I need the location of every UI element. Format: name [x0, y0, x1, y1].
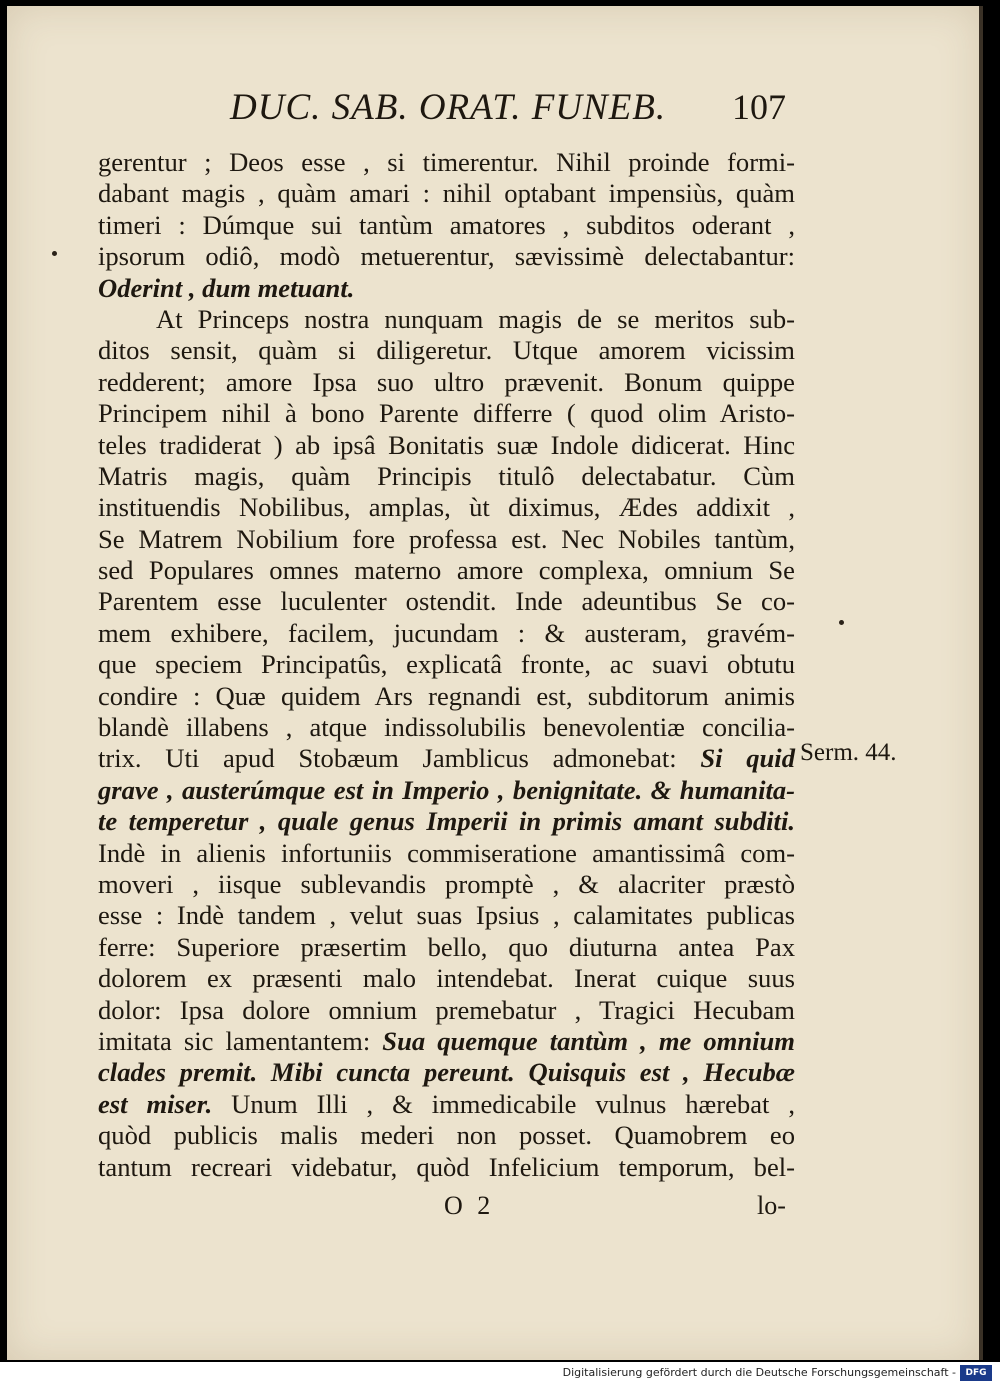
text-line [98, 555, 795, 586]
text-segment: Matris magis, quàm Principis titulô delectabatur. Cùm [98, 460, 795, 491]
text-line [98, 210, 795, 241]
italic-quotation: Si quid [700, 743, 795, 774]
text-segment: timeri : Dúmque sui tantùm amatores , subditos oderant , [98, 209, 795, 240]
text-segment: mem exhibere, facilem, jucundam : & austeram, gravém- [98, 617, 795, 648]
text-segment: condire : Quæ quidem Ars regnandi est, subditorum animis [98, 680, 795, 711]
text-segment: trix. Uti apud Stobæum Jamblicus admonebat: [98, 743, 701, 774]
text-line [98, 524, 795, 555]
text-segment: Se Matrem Nobilium fore professa est. Nec Nobiles tantùm, [98, 523, 795, 554]
text-segment: dolorem ex præsenti malo intendebat. Inerat cuique suus [98, 963, 795, 994]
text-line [98, 178, 795, 209]
text-line [98, 869, 795, 900]
text-line [98, 995, 795, 1026]
text-segment: instituendis Nobilibus, amplas, ùt diximus, Ædes addixit , [98, 492, 795, 523]
text-segment: blandè illabens , atque indissolubilis benevolentiæ concilia- [98, 712, 795, 743]
text-line [98, 1057, 795, 1088]
text-segment: ditos sensit, quàm si diligeretur. Utque amorem vicissim [98, 335, 795, 366]
italic-quotation: grave , austerúmque est in Imperio , benignitate. & humanita- [98, 774, 795, 805]
text-line [98, 1120, 795, 1151]
text-segment: Principem nihil à bono Parente differre ( quod olim Aristo- [98, 398, 795, 429]
text-segment: teles tradiderat ) ab ipsâ Bonitatis suæ Indole didicerat. Hinc [98, 429, 795, 460]
text-line [98, 838, 795, 869]
text-segment: Unum Illi , & immedicabile vulnus hærebat , [212, 1088, 795, 1119]
text-segment: Parentem esse luculenter ostendit. Inde adeuntibus Se co- [98, 586, 795, 617]
text-segment: At Princeps nostra nunquam magis de se meritos sub- [156, 303, 795, 334]
text-segment: dolor: Ipsa dolore omnium premebatur , Tragici Hecubam [98, 994, 795, 1025]
text-line [98, 335, 795, 366]
text-line [98, 712, 795, 743]
italic-quotation: te temperetur , quale genus Imperii in primis amant subditi. [98, 806, 795, 837]
text-line [98, 461, 795, 492]
ink-speck [839, 620, 844, 625]
text-line [98, 304, 795, 335]
signature-mark: O 2 [444, 1191, 495, 1220]
text-line [98, 492, 795, 523]
text-line [98, 147, 795, 178]
catchword: lo- [757, 1191, 786, 1220]
text-line [98, 1152, 795, 1183]
running-head: DUC. SAB. ORAT. FUNEB. [230, 87, 667, 128]
text-line [98, 1026, 795, 1057]
italic-quotation: clades premit. Mibi cuncta pereunt. Quisquis est , Hecubæ [98, 1057, 795, 1088]
text-line [98, 775, 795, 806]
digitization-footer [0, 1362, 1000, 1386]
footer-credit: Digitalisierung gefördert durch die Deutsche Forschungsgemeinschaft - [562, 1366, 956, 1379]
text-line [98, 586, 795, 617]
text-line [98, 618, 795, 649]
page-edge [979, 6, 983, 1360]
text-segment: moveri , iisque sublevandis promptè , & alacriter præstò [98, 868, 795, 899]
text-segment: esse : Indè tandem , velut suas Ipsius , calamitates publicas [98, 900, 795, 931]
italic-quotation: Oderint , dum metuant. [98, 272, 355, 303]
text-line [98, 273, 795, 304]
text-line [98, 1089, 795, 1120]
text-segment: redderent; amore Ipsa suo ultro prævenit. Bonum quippe [98, 366, 795, 397]
text-segment: sed Populares omnes materno amore complexa, omnium Se [98, 555, 795, 586]
page-number: 107 [732, 87, 786, 127]
italic-quotation: est miser. [98, 1088, 213, 1119]
text-line [98, 806, 795, 837]
text-segment: ferre: Superiore præsertim bello, quo diuturna antea Pax [98, 931, 795, 962]
text-line [98, 743, 795, 774]
text-line [98, 681, 795, 712]
text-segment: tantum recreari videbatur, quòd Infelicium temporum, bel- [98, 1151, 795, 1182]
text-segment: gerentur ; Deos esse , si timerentur. Nihil proinde formi- [98, 147, 795, 177]
text-line [98, 367, 795, 398]
text-line [98, 963, 795, 994]
text-segment: que speciem Principatûs, explicatâ fronte, ac suavi obtutu [98, 649, 795, 680]
ink-speck [52, 251, 57, 256]
text-segment: imitata sic lamentantem: [98, 1025, 383, 1056]
text-segment: dabant magis , quàm amari : nihil optabant impensiùs, quàm [98, 178, 795, 209]
body-text [98, 147, 795, 1183]
text-line [98, 430, 795, 461]
dfg-logo: DFG [960, 1365, 992, 1381]
text-line [98, 398, 795, 429]
text-segment: Indè in alienis infortuniis commiseratione amantissimâ com- [98, 837, 795, 868]
text-line [98, 649, 795, 680]
text-line [98, 932, 795, 963]
text-segment: ipsorum odiô, modò metuerentur, sævissimè delectabantur: [98, 241, 795, 272]
text-line [98, 241, 795, 272]
text-segment: quòd publicis malis mederi non posset. Quamobrem eo [98, 1120, 795, 1151]
italic-quotation: Sua quemque tantùm , me omnium [382, 1025, 795, 1056]
text-line [98, 900, 795, 931]
margin-note: Serm. 44. [800, 739, 897, 766]
